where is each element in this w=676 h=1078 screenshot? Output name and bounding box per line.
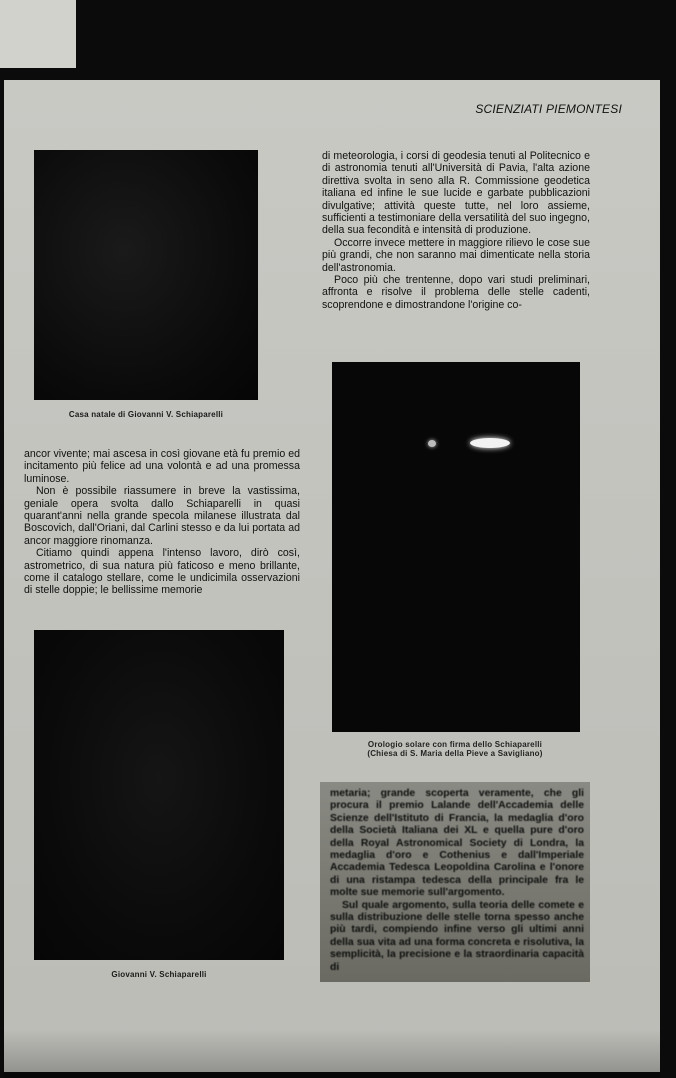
caption-line: (Chiesa di S. Maria della Pieve a Savigliano) [367,749,543,758]
caption-sundial [320,740,590,758]
text-column-right-top [322,150,590,311]
page-corner-tab [0,0,76,68]
caption-birthplace: Casa natale di Giovanni V. Schiaparelli [68,410,224,419]
caption-line: Orologio solare con firma dello Schiaparelli [367,740,543,749]
text-column-right-bottom [320,782,590,982]
book-page [4,80,660,1072]
photo-sundial [332,362,580,732]
scan-shadow [4,1030,660,1078]
caption-portrait: Giovanni V. Schiaparelli [111,970,207,979]
paragraph: di meteorologia, i corsi di geodesia tenuti al Politecnico e di astronomia tenuti all'Università di Pavia, l'alta azione direttiva svolta in seno alla R. Commissione geodetica italiana ed infine le sue lucide e garbate pubblicazioni divulgative; attività queste tutte, nel loro assieme, sufficienti a testimoniare della versatilità del suo ingegno, della sua fecondità e intensità di produzione. [322,150,590,237]
paragraph: Occorre invece mettere in maggiore rilievo le cose sue più grandi, che non saranno mai dimenticate nella storia dell'astronomia. [322,236,590,274]
paragraph: metaria; grande scoperta veramente, che gli procura il premio Lalande dell'Accademia delle Scienze dell'Istituto di Francia, la medaglia d'oro della Società Italiana dei XL e quella pure d'oro della Royal Astronomical Society di Londra, la medaglia d'oro e Cothenius e dall'Imperiale Accademia Tedesca Leopoldina Carolina e l'onore di una ristampa tedesca della principale fra le molte sue memorie sull'argomento. [330,788,584,899]
photo-birthplace [34,150,258,400]
text-column-left-mid [24,448,300,597]
light-streak [470,438,510,448]
paragraph: ancor vivente; mai ascesa in così giovane età fu premio ed incitamento più felice ad una volontà e ad una promessa luminose. [24,448,300,485]
paragraph: Citiamo quindi appena l'intenso lavoro, dirò così, astrometrico, di sua natura più faticoso e meno brillante, come il catalogo stellare, come le undicimila osservazioni di stelle doppie; le bellissime memorie [24,547,300,597]
paragraph: Non è possibile riassumere in breve la vastissima, geniale opera svolta dallo Schiaparelli in quasi quarant'anni nella grande specola milanese illustrata dal Boscovich, dall'Oriani, dal Carlini stesso e da lui portata ad ancor maggiore rinomanza. [24,485,300,547]
paragraph: Sul quale argomento, sulla teoria delle comete e sulla distribuzione delle stelle torna spesso anche più tardi, compiendo infine verso gli ultimi anni della sua vita ad una forma concreta e risolutiva, la semplicità, la precisione e la straordinaria capacità di [330,899,584,973]
photo-portrait [34,630,284,960]
paragraph: Poco più che trentenne, dopo vari studi preliminari, affronta e risolve il problema delle stelle cadenti, scoprendone e dimostrandone l'origine co- [322,274,590,311]
light-spot [428,440,436,447]
running-head: SCIENZIATI PIEMONTESI [475,102,622,116]
